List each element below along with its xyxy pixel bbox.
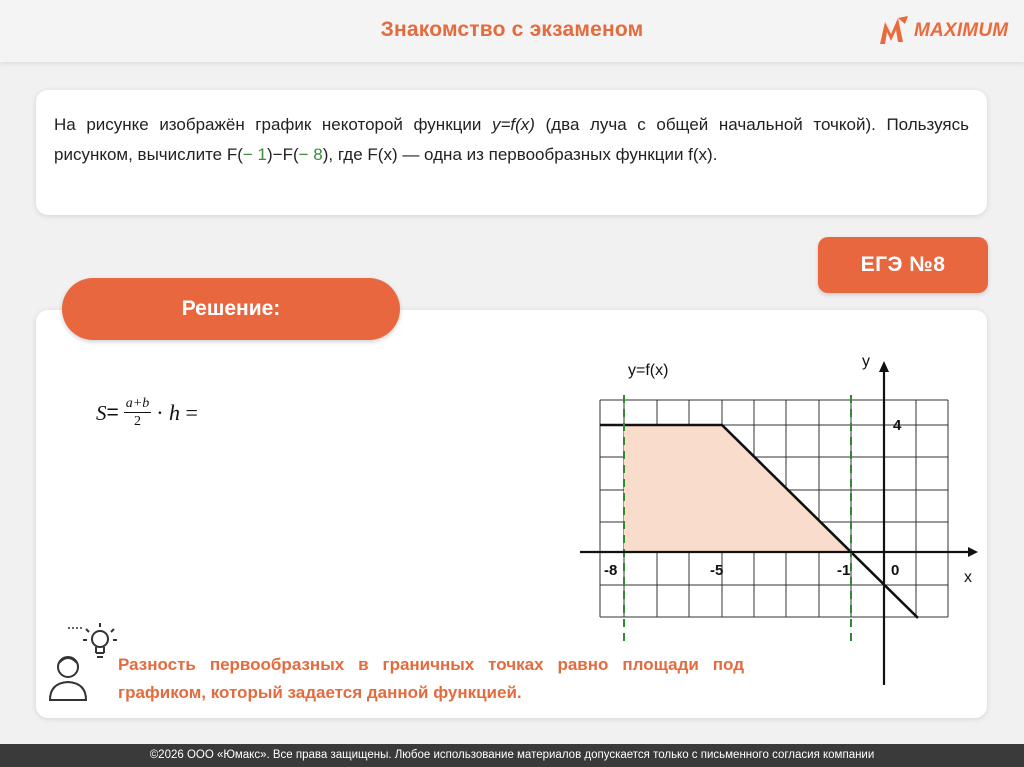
maximum-logo-icon: [876, 14, 912, 48]
maximum-logo[interactable]: [876, 13, 1016, 49]
fraction-numerator: a+b: [125, 395, 150, 411]
formula-fraction: [124, 396, 151, 431]
x-axis-arrow: [968, 547, 978, 557]
task-text: [54, 110, 969, 170]
tick-x-minus-5: -5: [710, 562, 724, 579]
formula-s: S: [96, 400, 107, 425]
task-part1: На рисунке изображён график некоторой функции: [54, 115, 492, 134]
logo-text: MAXIMUM: [914, 20, 1009, 41]
formula-rest: [156, 400, 198, 426]
task-part2: (два луча с общей начальной точкой). Пользуясь рисунком, вычислите F(: [54, 115, 969, 164]
person-icon: [50, 657, 86, 700]
tip-text: Разность первообразных в граничных точках равно площади под графиком, который задается данной функцией.: [118, 655, 744, 702]
solution-heading: Решение:: [62, 278, 400, 340]
ege-badge: ЕГЭ №8: [818, 237, 988, 293]
task-part3: )−F(: [267, 145, 299, 164]
task-part4: ), где F(x) — одна из первообразных функции f(x).: [322, 145, 718, 164]
fraction-denominator: 2: [133, 413, 141, 429]
task-arg2: − 8: [298, 145, 323, 164]
formula-h: h: [169, 400, 181, 425]
tip-icons: [46, 620, 118, 702]
lightbulb-icon: [83, 623, 117, 657]
y-axis-label: y: [862, 353, 870, 370]
tick-x-0: 0: [891, 562, 900, 579]
formula-dot: ·: [156, 400, 170, 425]
task-arg1: − 1: [242, 145, 268, 164]
footer-copyright: ©2026 ООО «Юмакс». Все права защищены. Любое использование материалов допускается только с письменного согласия компании: [0, 744, 1024, 767]
task-card: [36, 90, 987, 215]
formula-eq: =: [106, 401, 119, 424]
area-formula: [96, 388, 198, 438]
task-function: y=f(x): [491, 115, 535, 134]
header-bar: [0, 0, 1024, 62]
tick-x-minus-1: -1: [837, 562, 851, 579]
tick-y-4: 4: [893, 417, 902, 434]
function-graph: [570, 345, 990, 690]
area-under-graph: [624, 425, 851, 552]
function-label: y=f(x): [628, 362, 669, 379]
x-axis-label: x: [964, 569, 972, 586]
formula-end: =: [180, 400, 198, 425]
y-axis-arrow: [879, 361, 889, 372]
tick-x-minus-8: -8: [604, 562, 618, 579]
page-title: Знакомство с экзаменом: [380, 18, 644, 41]
